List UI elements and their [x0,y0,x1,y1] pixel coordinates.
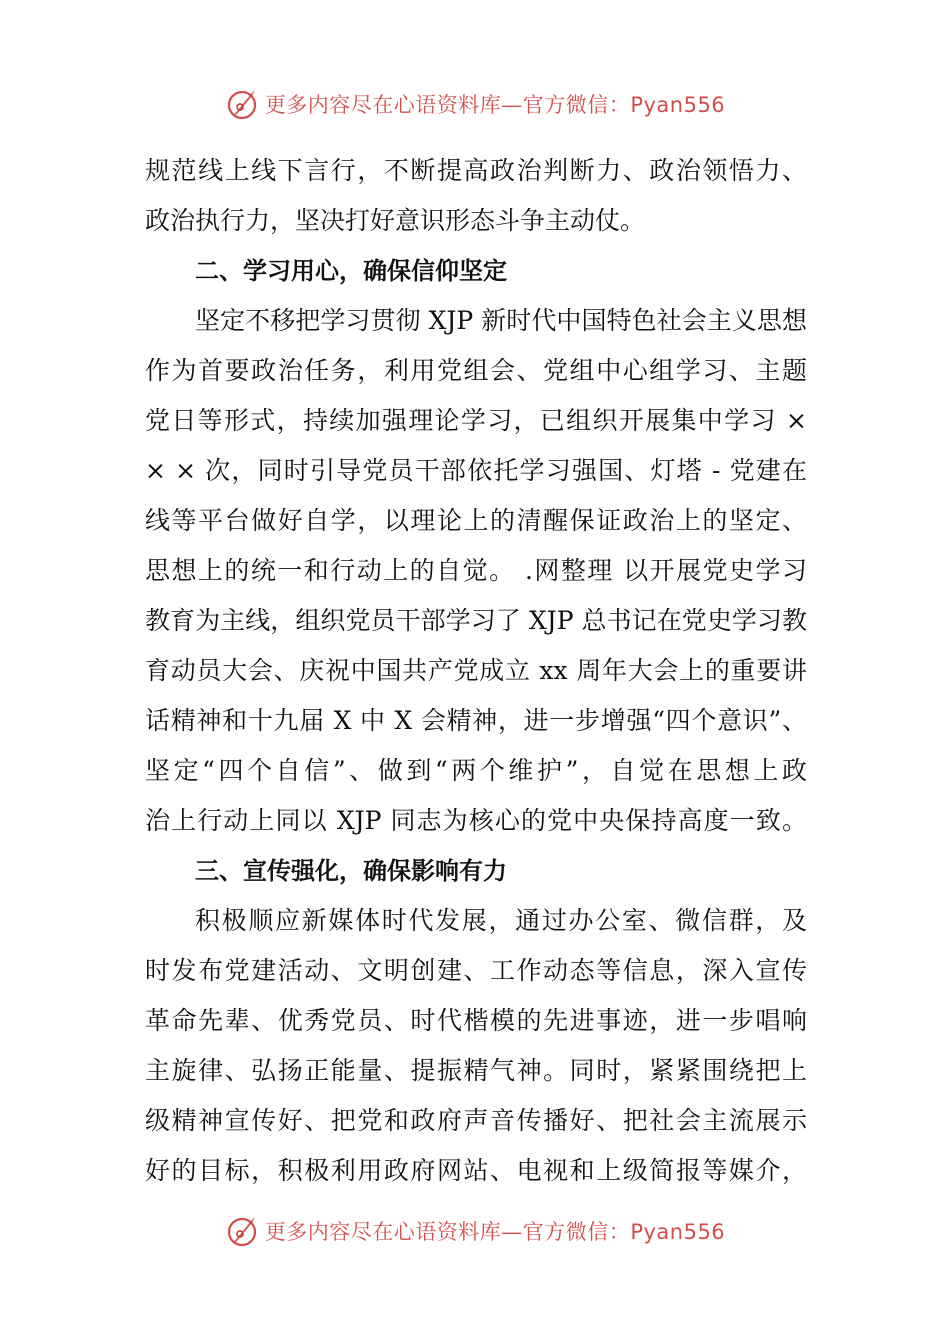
paragraph-line: 好的目标，积极利用政府网站、电视和上级简报等媒介， [145,1156,807,1185]
quill-logo-icon [225,1213,261,1249]
paragraph-line: 时发布党建活动、文明创建、工作动态等信息，深入宣传 [145,956,807,985]
paragraph-line: 线等平台做好自学，以理论上的清醒保证政治上的坚定、 [145,506,807,535]
header-watermark [0,84,950,124]
paragraph-line: 党日等形式，持续加强理论学习，已组织开展集中学习 × [145,406,807,435]
paragraph-line: 主旋律、弘扬正能量、提振精气神。同时，紧紧围绕把上 [145,1056,807,1085]
paragraph-line: 话精神和十九届 X 中 X 会精神，进一步增强“四个意识”、 [145,706,807,735]
paragraph-line: 教育为主线，组织党员干部学习了 XJP 总书记在党史学习教 [145,606,807,635]
paragraph-line: 治上行动上同以 XJP 同志为核心的党中央保持高度一致。 [145,806,807,835]
paragraph-line: 规范线上线下言行，不断提高政治判断力、政治领悟力、 [145,156,807,185]
paragraph-line: 思想上的统一和行动上的自觉。 .网整理 以开展党史学习 [145,556,807,585]
watermark-text: 更多内容尽在心语资料库—官方微信：Pyan556 [264,93,726,117]
paragraph-line: 育动员大会、庆祝中国共产党成立 xx 周年大会上的重要讲 [145,656,807,685]
paragraph-line: 政治执行力，坚决打好意识形态斗争主动仗。 [145,206,646,235]
paragraph-line: 作为首要政治任务，利用党组会、党组中心组学习、主题 [145,356,807,385]
paragraph-line: 革命先辈、优秀党员、时代楷模的先进事迹，进一步唱响 [145,1006,807,1035]
paragraph-line: 坚定不移把学习贯彻 XJP 新时代中国特色社会主义思想 [195,306,807,335]
paragraph-line: 级精神宣传好、把党和政府声音传播好、把社会主流展示 [145,1106,807,1135]
paragraph-line: 坚定“四个自信”、做到“两个维护”，自觉在思想上政 [145,756,807,785]
paragraph-line: × × 次，同时引导党员干部依托学习强国、灯塔 - 党建在 [145,456,807,485]
document-body [145,146,807,1196]
paragraph-line: 积极顺应新媒体时代发展，通过办公室、微信群，及 [195,906,807,935]
section-heading: 三、宣传强化，确保影响有力 [195,857,507,885]
section-heading: 二、学习用心，确保信仰坚定 [195,257,507,285]
footer-watermark [0,1211,950,1251]
watermark-text: 更多内容尽在心语资料库—官方微信：Pyan556 [264,1220,726,1244]
quill-logo-icon [225,86,261,122]
